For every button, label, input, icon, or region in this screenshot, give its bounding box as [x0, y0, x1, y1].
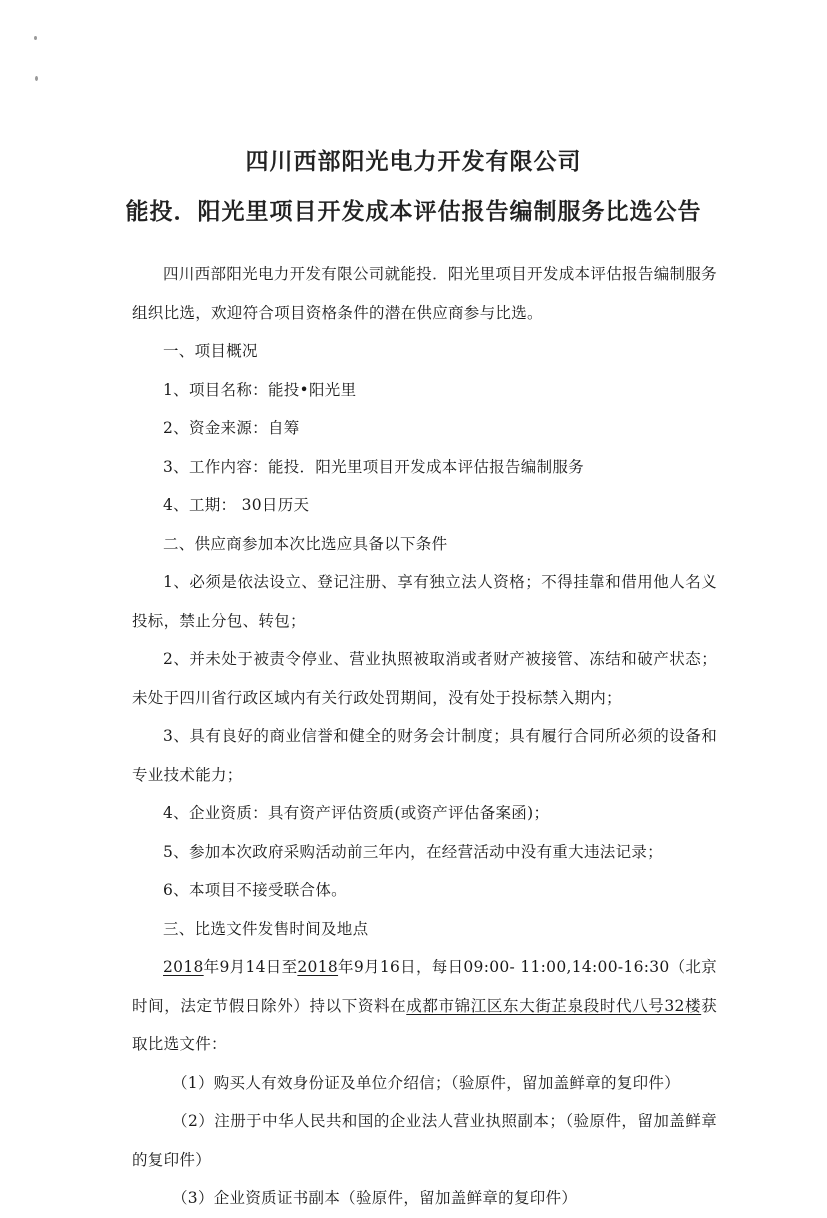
section1-item-funding: 2、资金来源：自筹 — [163, 419, 300, 437]
section2-heading: 二、供应商参加本次比选应具备以下条件 — [163, 534, 448, 553]
section3-paragraph — [132, 948, 717, 1064]
end-year: 2018 — [297, 958, 339, 976]
section2-item-2: 2、并未处于被责令停业、营业执照被取消或者财产被接管、冻结和破产状态；未处于四川省行政区域内有关行政处罚期间，没有处于投标禁入期内； — [132, 650, 717, 707]
notice-title: 能投．阳光里项目开发成本评估报告编制服务比选公告 — [125, 199, 702, 225]
section3-heading: 三、比选文件发售时间及地点 — [163, 919, 369, 938]
sale-period-end: 获取比选文件： — [132, 996, 717, 1053]
sale-period-hours: 年9月16日，每日09:00- 11:00,14:00-16:30（北京时间，法定节假日除外）持以下资料在 — [132, 958, 718, 1015]
notice-body — [132, 255, 717, 1218]
section2-item-1: 1、必须是依法设立、登记注册、享有独立法人资格；不得挂靠和借用他人名义投标，禁止分包、转包； — [132, 573, 717, 630]
section3-item-3: （3）企业资质证书副本（验原件，留加盖鲜章的复印件） — [172, 1189, 578, 1207]
sale-period-start: 年9月14日至 — [203, 958, 298, 976]
section1-item-name: 1、项目名称：能投•阳光里 — [163, 380, 357, 399]
section2-item-4: 4、企业资质：具有资产评估资质(或资产评估备案函)； — [163, 804, 550, 822]
section1-heading: 一、项目概况 — [163, 342, 258, 360]
section3-item-1: （1）购买人有效身份证及单位介绍信；（验原件，留加盖鲜章的复印件） — [172, 1073, 681, 1092]
scan-speck — [34, 36, 37, 40]
section1-item-duration: 4、工期： 30日历天 — [163, 496, 310, 514]
sale-address: 成都市锦江区东大街芷泉段时代八号32楼 — [406, 996, 702, 1015]
start-year: 2018 — [163, 958, 204, 976]
section2-item-3: 3、具有良好的商业信誉和健全的财务会计制度；具有履行合同所必须的设备和专业技术能力； — [132, 727, 717, 784]
section2-item-6: 6、本项目不接受联合体。 — [163, 881, 347, 899]
scan-speck — [35, 76, 38, 81]
company-title: 四川西部阳光电力开发有限公司 — [245, 149, 582, 175]
intro-paragraph: 四川西部阳光电力开发有限公司就能投．阳光里项目开发成本评估报告编制服务组织比选，欢迎符合项目资格条件的潜在供应商参与比选。 — [132, 265, 717, 322]
section3-item-2: （2）注册于中华人民共和国的企业法人营业执照副本；（验原件，留加盖鲜章的复印件） — [132, 1112, 717, 1169]
section1-item-scope: 3、工作内容：能投．阳光里项目开发成本评估报告编制服务 — [163, 457, 584, 476]
section2-item-5: 5、参加本次政府采购活动前三年内，在经营活动中没有重大违法记录； — [163, 842, 663, 861]
